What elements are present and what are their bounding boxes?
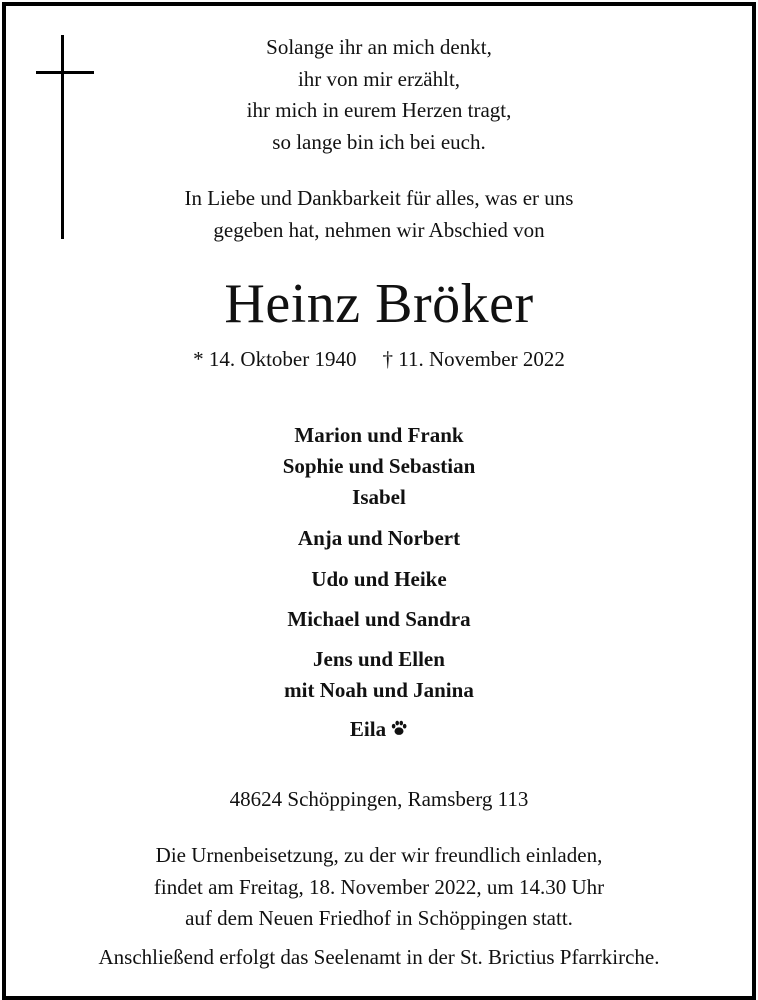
intro-line: In Liebe und Dankbarkeit für alles, was er uns <box>184 186 574 210</box>
family-pet <box>0 714 758 745</box>
poem-line: so lange bin ich bei euch. <box>272 129 486 154</box>
family-line: Michael und Sandra <box>287 607 471 631</box>
death-date: † 11. November 2022 <box>382 347 565 371</box>
funeral-notice <box>0 840 758 935</box>
address: 48624 Schöppingen, Ramsberg 113 <box>229 787 529 811</box>
family-line: Marion und Frank <box>294 423 464 447</box>
family-line: Anja und Norbert <box>297 526 461 550</box>
birth-date: * 14. Oktober 1940 <box>193 347 357 371</box>
deceased-name: Heinz Bröker <box>224 273 534 335</box>
life-dates <box>0 343 758 375</box>
family-line: Isabel <box>352 485 406 509</box>
family-group-2 <box>0 523 758 554</box>
final-notice: Anschließend erfolgt das Seelenamt in der St. Brictius Pfarrkirche. <box>98 945 660 969</box>
poem-line: ihr von mir erzählt, <box>297 66 461 91</box>
family-line: Sophie und Sebastian <box>282 454 476 478</box>
poem-line: Solange ihr an mich denkt, <box>266 35 492 59</box>
poem <box>0 32 758 158</box>
notice-line: auf dem Neuen Friedhof in Schöppingen statt. <box>185 906 573 930</box>
family-line: mit Noah und Janina <box>284 678 474 702</box>
poem-line: ihr mich in eurem Herzen tragt, <box>246 98 512 122</box>
family-group-3 <box>0 564 758 595</box>
paw-icon <box>390 719 408 737</box>
intro-text <box>0 183 758 246</box>
intro-line: gegeben hat, nehmen wir Abschied von <box>213 217 545 242</box>
family-line: Udo und Heike <box>311 567 447 591</box>
notice-line: Die Urnenbeisetzung, zu der wir freundlich einladen, <box>155 843 603 867</box>
notice-line: findet am Freitag, 18. November 2022, um 14.30 Uhr <box>153 874 605 899</box>
pet-name: Eila <box>349 717 387 741</box>
family-line: Jens und Ellen <box>313 647 445 671</box>
family-group-5 <box>0 644 758 706</box>
family-group-4 <box>0 604 758 635</box>
family-group-1 <box>0 420 758 513</box>
